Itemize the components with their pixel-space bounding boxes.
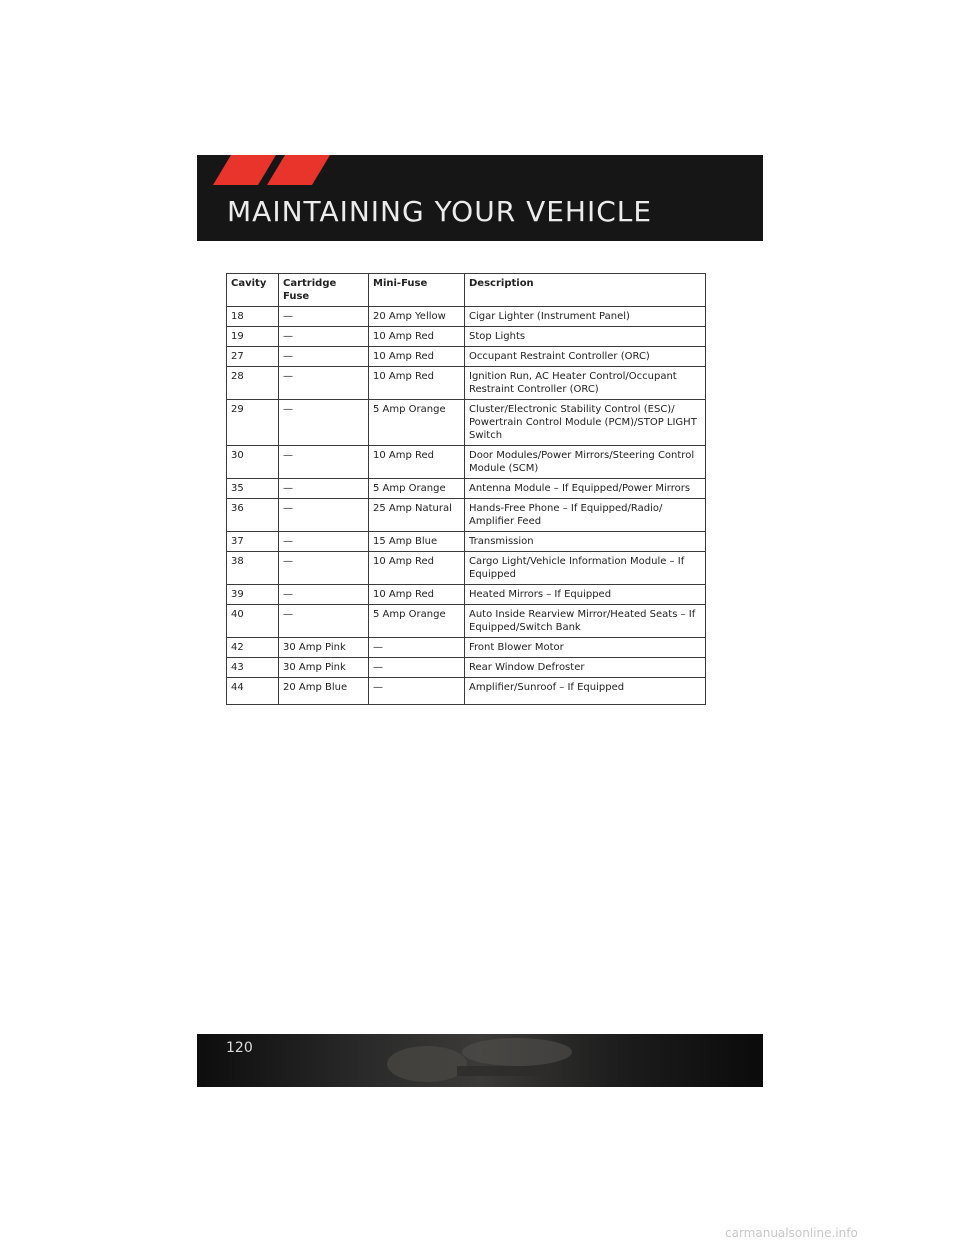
cartridge-fuse-cell: — bbox=[279, 605, 369, 638]
cartridge-fuse-cell: — bbox=[279, 446, 369, 479]
table-row bbox=[227, 605, 706, 638]
description-cell: Cargo Light/Vehicle Information Module – If Equipped bbox=[465, 552, 706, 585]
cartridge-fuse-cell: — bbox=[279, 327, 369, 347]
section-title: MAINTAINING YOUR VEHICLE bbox=[227, 195, 653, 228]
mini-fuse-cell: 20 Amp Yellow bbox=[369, 307, 465, 327]
mini-fuse-cell: 10 Amp Red bbox=[369, 552, 465, 585]
description-cell: Stop Lights bbox=[465, 327, 706, 347]
cavity-cell: 18 bbox=[227, 307, 279, 327]
description-cell: Heated Mirrors – If Equipped bbox=[465, 585, 706, 605]
cavity-cell: 29 bbox=[227, 400, 279, 446]
cartridge-fuse-cell: — bbox=[279, 347, 369, 367]
watermark: carmanualsonline.info bbox=[725, 1226, 858, 1240]
cartridge-fuse-cell: 30 Amp Pink bbox=[279, 658, 369, 678]
cartridge-fuse-cell: — bbox=[279, 532, 369, 552]
section-header bbox=[197, 155, 763, 241]
mini-fuse-cell: 5 Amp Orange bbox=[369, 400, 465, 446]
cartridge-fuse-cell: — bbox=[279, 307, 369, 327]
cavity-cell: 44 bbox=[227, 678, 279, 705]
table-row bbox=[227, 678, 706, 705]
page-footer bbox=[197, 1034, 763, 1087]
table-row bbox=[227, 658, 706, 678]
column-header-cavity: Cavity bbox=[227, 274, 279, 307]
table-row bbox=[227, 400, 706, 446]
description-cell: Front Blower Motor bbox=[465, 638, 706, 658]
cartridge-fuse-cell: — bbox=[279, 585, 369, 605]
table-row bbox=[227, 532, 706, 552]
description-cell: Amplifier/Sunroof – If Equipped bbox=[465, 678, 706, 705]
description-cell: Ignition Run, AC Heater Control/Occupant Restraint Controller (ORC) bbox=[465, 367, 706, 400]
cavity-cell: 30 bbox=[227, 446, 279, 479]
cavity-cell: 27 bbox=[227, 347, 279, 367]
table-row bbox=[227, 307, 706, 327]
column-header-description: Description bbox=[465, 274, 706, 307]
mini-fuse-cell: — bbox=[369, 638, 465, 658]
cavity-cell: 37 bbox=[227, 532, 279, 552]
cavity-cell: 40 bbox=[227, 605, 279, 638]
cartridge-fuse-cell: — bbox=[279, 400, 369, 446]
racing-stripes-icon bbox=[213, 155, 333, 185]
cavity-cell: 43 bbox=[227, 658, 279, 678]
cavity-cell: 35 bbox=[227, 479, 279, 499]
description-cell: Antenna Module – If Equipped/Power Mirrors bbox=[465, 479, 706, 499]
cartridge-fuse-cell: — bbox=[279, 552, 369, 585]
mini-fuse-cell: 10 Amp Red bbox=[369, 446, 465, 479]
table-row bbox=[227, 585, 706, 605]
table-row bbox=[227, 327, 706, 347]
table-row bbox=[227, 479, 706, 499]
cartridge-fuse-cell: 30 Amp Pink bbox=[279, 638, 369, 658]
description-cell: Transmission bbox=[465, 532, 706, 552]
description-cell: Cluster/Electronic Stability Control (ESC)/ Powertrain Control Module (PCM)/STOP LIGHT Switch bbox=[465, 400, 706, 446]
mini-fuse-cell: — bbox=[369, 658, 465, 678]
description-cell: Hands-Free Phone – If Equipped/Radio/ Amplifier Feed bbox=[465, 499, 706, 532]
cartridge-fuse-cell: — bbox=[279, 479, 369, 499]
cavity-cell: 39 bbox=[227, 585, 279, 605]
cavity-cell: 19 bbox=[227, 327, 279, 347]
table-header-row bbox=[227, 274, 706, 307]
mini-fuse-cell: 10 Amp Red bbox=[369, 347, 465, 367]
mini-fuse-cell: 10 Amp Red bbox=[369, 585, 465, 605]
mini-fuse-cell: — bbox=[369, 678, 465, 705]
table-row bbox=[227, 367, 706, 400]
table-row bbox=[227, 446, 706, 479]
description-cell: Occupant Restraint Controller (ORC) bbox=[465, 347, 706, 367]
table-row bbox=[227, 499, 706, 532]
page-number: 120 bbox=[226, 1040, 253, 1056]
column-header-cartridge-fuse: Cartridge Fuse bbox=[279, 274, 369, 307]
table-row bbox=[227, 552, 706, 585]
mini-fuse-cell: 25 Amp Natural bbox=[369, 499, 465, 532]
cavity-cell: 38 bbox=[227, 552, 279, 585]
cartridge-fuse-cell: 20 Amp Blue bbox=[279, 678, 369, 705]
table-row bbox=[227, 347, 706, 367]
mini-fuse-cell: 15 Amp Blue bbox=[369, 532, 465, 552]
column-header-mini-fuse: Mini-Fuse bbox=[369, 274, 465, 307]
mini-fuse-cell: 5 Amp Orange bbox=[369, 479, 465, 499]
cavity-cell: 42 bbox=[227, 638, 279, 658]
cartridge-fuse-cell: — bbox=[279, 367, 369, 400]
description-cell: Auto Inside Rearview Mirror/Heated Seats – If Equipped/Switch Bank bbox=[465, 605, 706, 638]
footer-photo-background bbox=[347, 1034, 607, 1087]
mini-fuse-cell: 5 Amp Orange bbox=[369, 605, 465, 638]
mini-fuse-cell: 10 Amp Red bbox=[369, 367, 465, 400]
fuse-table bbox=[226, 273, 706, 705]
table-row bbox=[227, 638, 706, 658]
cartridge-fuse-cell: — bbox=[279, 499, 369, 532]
description-cell: Cigar Lighter (Instrument Panel) bbox=[465, 307, 706, 327]
mini-fuse-cell: 10 Amp Red bbox=[369, 327, 465, 347]
cavity-cell: 28 bbox=[227, 367, 279, 400]
description-cell: Rear Window Defroster bbox=[465, 658, 706, 678]
description-cell: Door Modules/Power Mirrors/Steering Control Module (SCM) bbox=[465, 446, 706, 479]
cavity-cell: 36 bbox=[227, 499, 279, 532]
